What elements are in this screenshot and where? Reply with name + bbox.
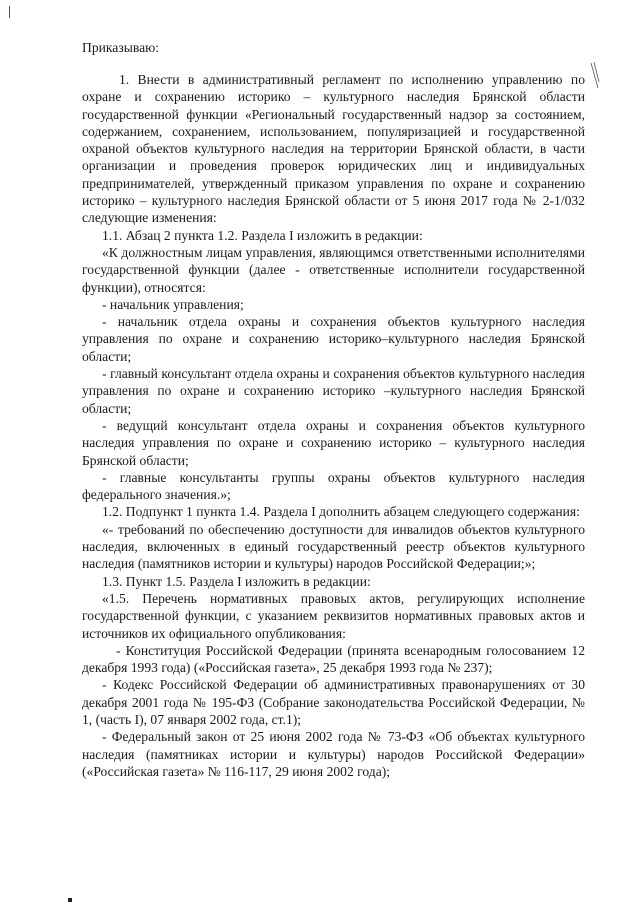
list-item-federal-law-73: - Федеральный закон от 25 июня 2002 года № 73-ФЗ «Об объектах культурного наследия (памятниках истории и культуры) народов Российской Федерации» («Российская газета» № 116-117, 29 июня 2002 года); — [82, 729, 585, 779]
list-item-constitution: - Конституция Российской Федерации (принята всенародным голосованием 12 декабря 1993 года) («Российская газета», 25 декабря 1993 года № 237); — [82, 642, 585, 676]
list-item-lead-consultant: - ведущий консультант отдела охраны и сохранения объектов культурного наследия управления по охране и сохранению историко – культурного наследия Брянской области; — [82, 417, 585, 468]
paragraph-1: 1. Внести в административный регламент по исполнению управлению по охране и сохранению историко – культурного наследия Брянской области государственной функции «Региональный государственный надзор за состоянием, содержанием, сохранением, использованием, популяризацией и государственной охраной объектов культурного наследия на территории Брянской области, в части организации и проведения проверок юридических лиц и индивидуальных предпринимателей, утвержденный приказом управления по охране и сохранению историко – культурного наследия Брянской области от 5 июня 2017 года № 2-1/032 следующие изменения: — [82, 72, 585, 226]
scan-margin-mark — [9, 6, 10, 18]
paragraph-quote-start: «К должностным лицам управления, являющимся ответственными исполнителями государственной функции (далее - ответственные исполнители государственной функции), относятся: — [82, 244, 585, 295]
scan-margin-strokes — [590, 62, 600, 92]
paragraph-1-1: 1.1. Абзац 2 пункта 1.2. Раздела I изложить в редакции: — [102, 227, 423, 243]
paragraph-1-3: 1.3. Пункт 1.5. Раздела I изложить в редакции: — [102, 573, 371, 589]
scan-speck — [68, 898, 72, 902]
list-item-group-consultants: - главные консультанты группы охраны объектов культурного наследия федерального значения.»; — [82, 469, 585, 503]
list-item-admin-code: - Кодекс Российской Федерации об административных правонарушениях от 30 декабря 2001 года № 195-ФЗ (Собрание законодательства Российской Федерации, № 1, (часть I), 07 января 2002 года, ст.1); — [82, 677, 585, 727]
paragraph-1-2: 1.2. Подпункт 1 пункта 1.4. Раздела I дополнить абзацем следующего содержания: — [102, 504, 580, 520]
order-heading: Приказываю: — [82, 40, 160, 55]
list-item-dept-head: - начальник отдела охраны и сохранения объектов культурного наследия управления по охране и сохранению историко–культурного наследия Брянской области; — [82, 314, 585, 364]
paragraph-1-5-list-intro: «1.5. Перечень нормативных правовых актов, регулирующих исполнение государственной функции, с указанием реквизитов нормативных правовых актов и источников их официального опубликования: — [82, 590, 585, 641]
list-item-head: - начальник управления; — [102, 296, 244, 312]
document-body — [82, 71, 585, 780]
paragraph-accessibility: «- требований по обеспечению доступности для инвалидов объектов культурного наследия, включенных в единый государственный реестр объектов культурного наследия (памятников истории и культуры) народов Российской Федерации;»; — [82, 521, 585, 572]
list-item-chief-consultant: - главный консультант отдела охраны и сохранения объектов культурного наследия управления по охране и сохранению историко –культурного наследия Брянской области; — [82, 366, 585, 416]
